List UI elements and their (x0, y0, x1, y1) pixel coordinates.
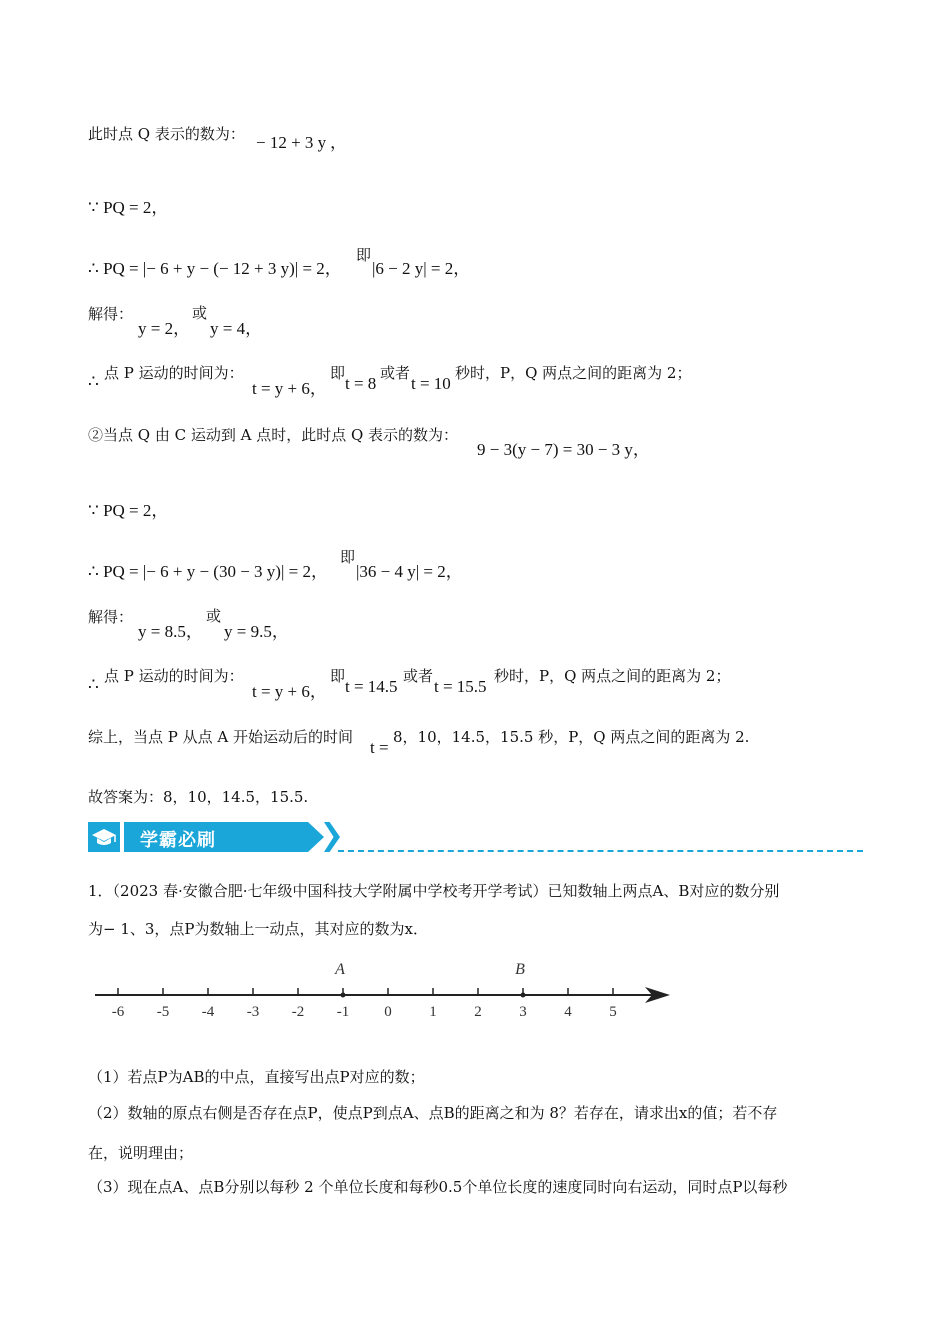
label-ji: 即 (330, 667, 346, 685)
banner-label: 学霸必刷 (140, 830, 216, 851)
math-expression: |36 − 4 y| = 2， (356, 562, 463, 581)
solution-line: 点 P 运动的时间为： (104, 667, 244, 685)
solution-line: ∵ PQ = 2， (88, 501, 169, 520)
label-or: 或 (192, 304, 208, 322)
solution-line: 秒时，P，Q 两点之间的距离为 2； (494, 667, 731, 685)
tick-label: -5 (156, 1004, 170, 1020)
math-expression: t = (370, 738, 389, 757)
math-expression: |6 − 2 y| = 2， (372, 259, 471, 278)
label-ji: 即 (356, 246, 372, 264)
point-marker (341, 993, 346, 998)
answer-line: 故答案为：8，10，14.5，15.5. (88, 788, 309, 806)
point-label: B (515, 961, 525, 978)
problem-statement: 1．（2023 春·安徽合肥·七年级中国科技大学附属中学校考开学考试）已知数轴上两点A、B对应的数分别 (88, 882, 780, 900)
solution-line: ∵ PQ = 2， (88, 198, 169, 217)
math-expression: − 12 + 3 y (256, 133, 327, 152)
solution-line: ②当点 Q 由 C 运动到 A 点时，此时点 Q 表示的数为： (88, 426, 459, 444)
math-expression: t = 10 (411, 374, 451, 393)
punctuation: ， (330, 133, 347, 152)
math-expression: 9 − 3(y − 7) = 30 − 3 y， (477, 440, 650, 459)
tick-label: -4 (201, 1004, 215, 1020)
graduation-cap-icon (88, 822, 120, 852)
tick-label: 4 (564, 1004, 572, 1020)
problem-statement: 为− 1、3，点P为数轴上一动点，其对应的数为x． (88, 920, 428, 938)
solution-label: 解得： (88, 608, 134, 626)
banner-chevron-icon (324, 822, 340, 852)
tick-label: -2 (291, 1004, 305, 1020)
solution-line: 秒时，P，Q 两点之间的距离为 2； (455, 364, 692, 382)
math-expression: t = y + 6， (252, 379, 327, 398)
math-expression: t = 15.5 (434, 677, 487, 696)
question-1: （1）若点P为AB的中点，直接写出点P对应的数； (88, 1068, 425, 1086)
question-2-continued: 在，说明理由； (88, 1144, 194, 1162)
math-expression: y = 4， (210, 319, 263, 338)
tick-label: 1 (429, 1004, 437, 1020)
tick-label: 3 (519, 1004, 527, 1020)
solution-line: ∴ PQ = |− 6 + y − (− 12 + 3 y)| = 2， (88, 259, 342, 278)
label-or: 或者 (403, 667, 434, 685)
label-or: 或 (206, 607, 222, 625)
banner-divider (338, 850, 863, 852)
solution-line: 8，10，14.5，15.5 秒，P，Q 两点之间的距离为 2. (393, 728, 750, 746)
point-marker (521, 993, 526, 998)
point-label: A (335, 961, 345, 978)
label-ji: 即 (340, 548, 356, 566)
solution-line: 此时点 Q 表示的数为： (88, 125, 245, 143)
math-expression: t = 8 (345, 374, 377, 393)
label-or: 或者 (380, 364, 411, 382)
math-expression: y = 2， (138, 319, 191, 338)
question-2: （2）数轴的原点右侧是否存在点P，使点P到点A、点B的距离之和为 8？若存在，请求出x的值；若不存 (88, 1104, 778, 1122)
tick-label: -1 (336, 1004, 350, 1020)
section-banner (88, 820, 863, 854)
math-expression: y = 8.5， (138, 622, 203, 641)
tick-label: -6 (111, 1004, 125, 1020)
solution-line: ∴ PQ = |− 6 + y − (30 − 3 y)| = 2， (88, 562, 328, 581)
tick-label: 0 (384, 1004, 392, 1020)
label-ji: 即 (330, 364, 346, 382)
solution-line: 点 P 运动的时间为： (104, 364, 244, 382)
tick-label: 2 (474, 1004, 482, 1020)
tick-label: -3 (246, 1004, 260, 1020)
tick-label: 5 (609, 1004, 617, 1020)
question-3: （3）现在点A、点B分别以每秒 2 个单位长度和每秒0.5个单位长度的速度同时向右运动，同时点P以每秒 (88, 1178, 788, 1196)
math-expression: t = y + 6， (252, 682, 327, 701)
math-expression: y = 9.5， (224, 622, 289, 641)
therefore-symbol: ∴ (88, 675, 99, 694)
solution-line: 综上，当点 P 从点 A 开始运动后的时间 (88, 728, 353, 746)
solution-label: 解得： (88, 305, 134, 323)
number-line (90, 955, 680, 1025)
therefore-symbol: ∴ (88, 372, 99, 391)
math-expression: t = 14.5 (345, 677, 398, 696)
